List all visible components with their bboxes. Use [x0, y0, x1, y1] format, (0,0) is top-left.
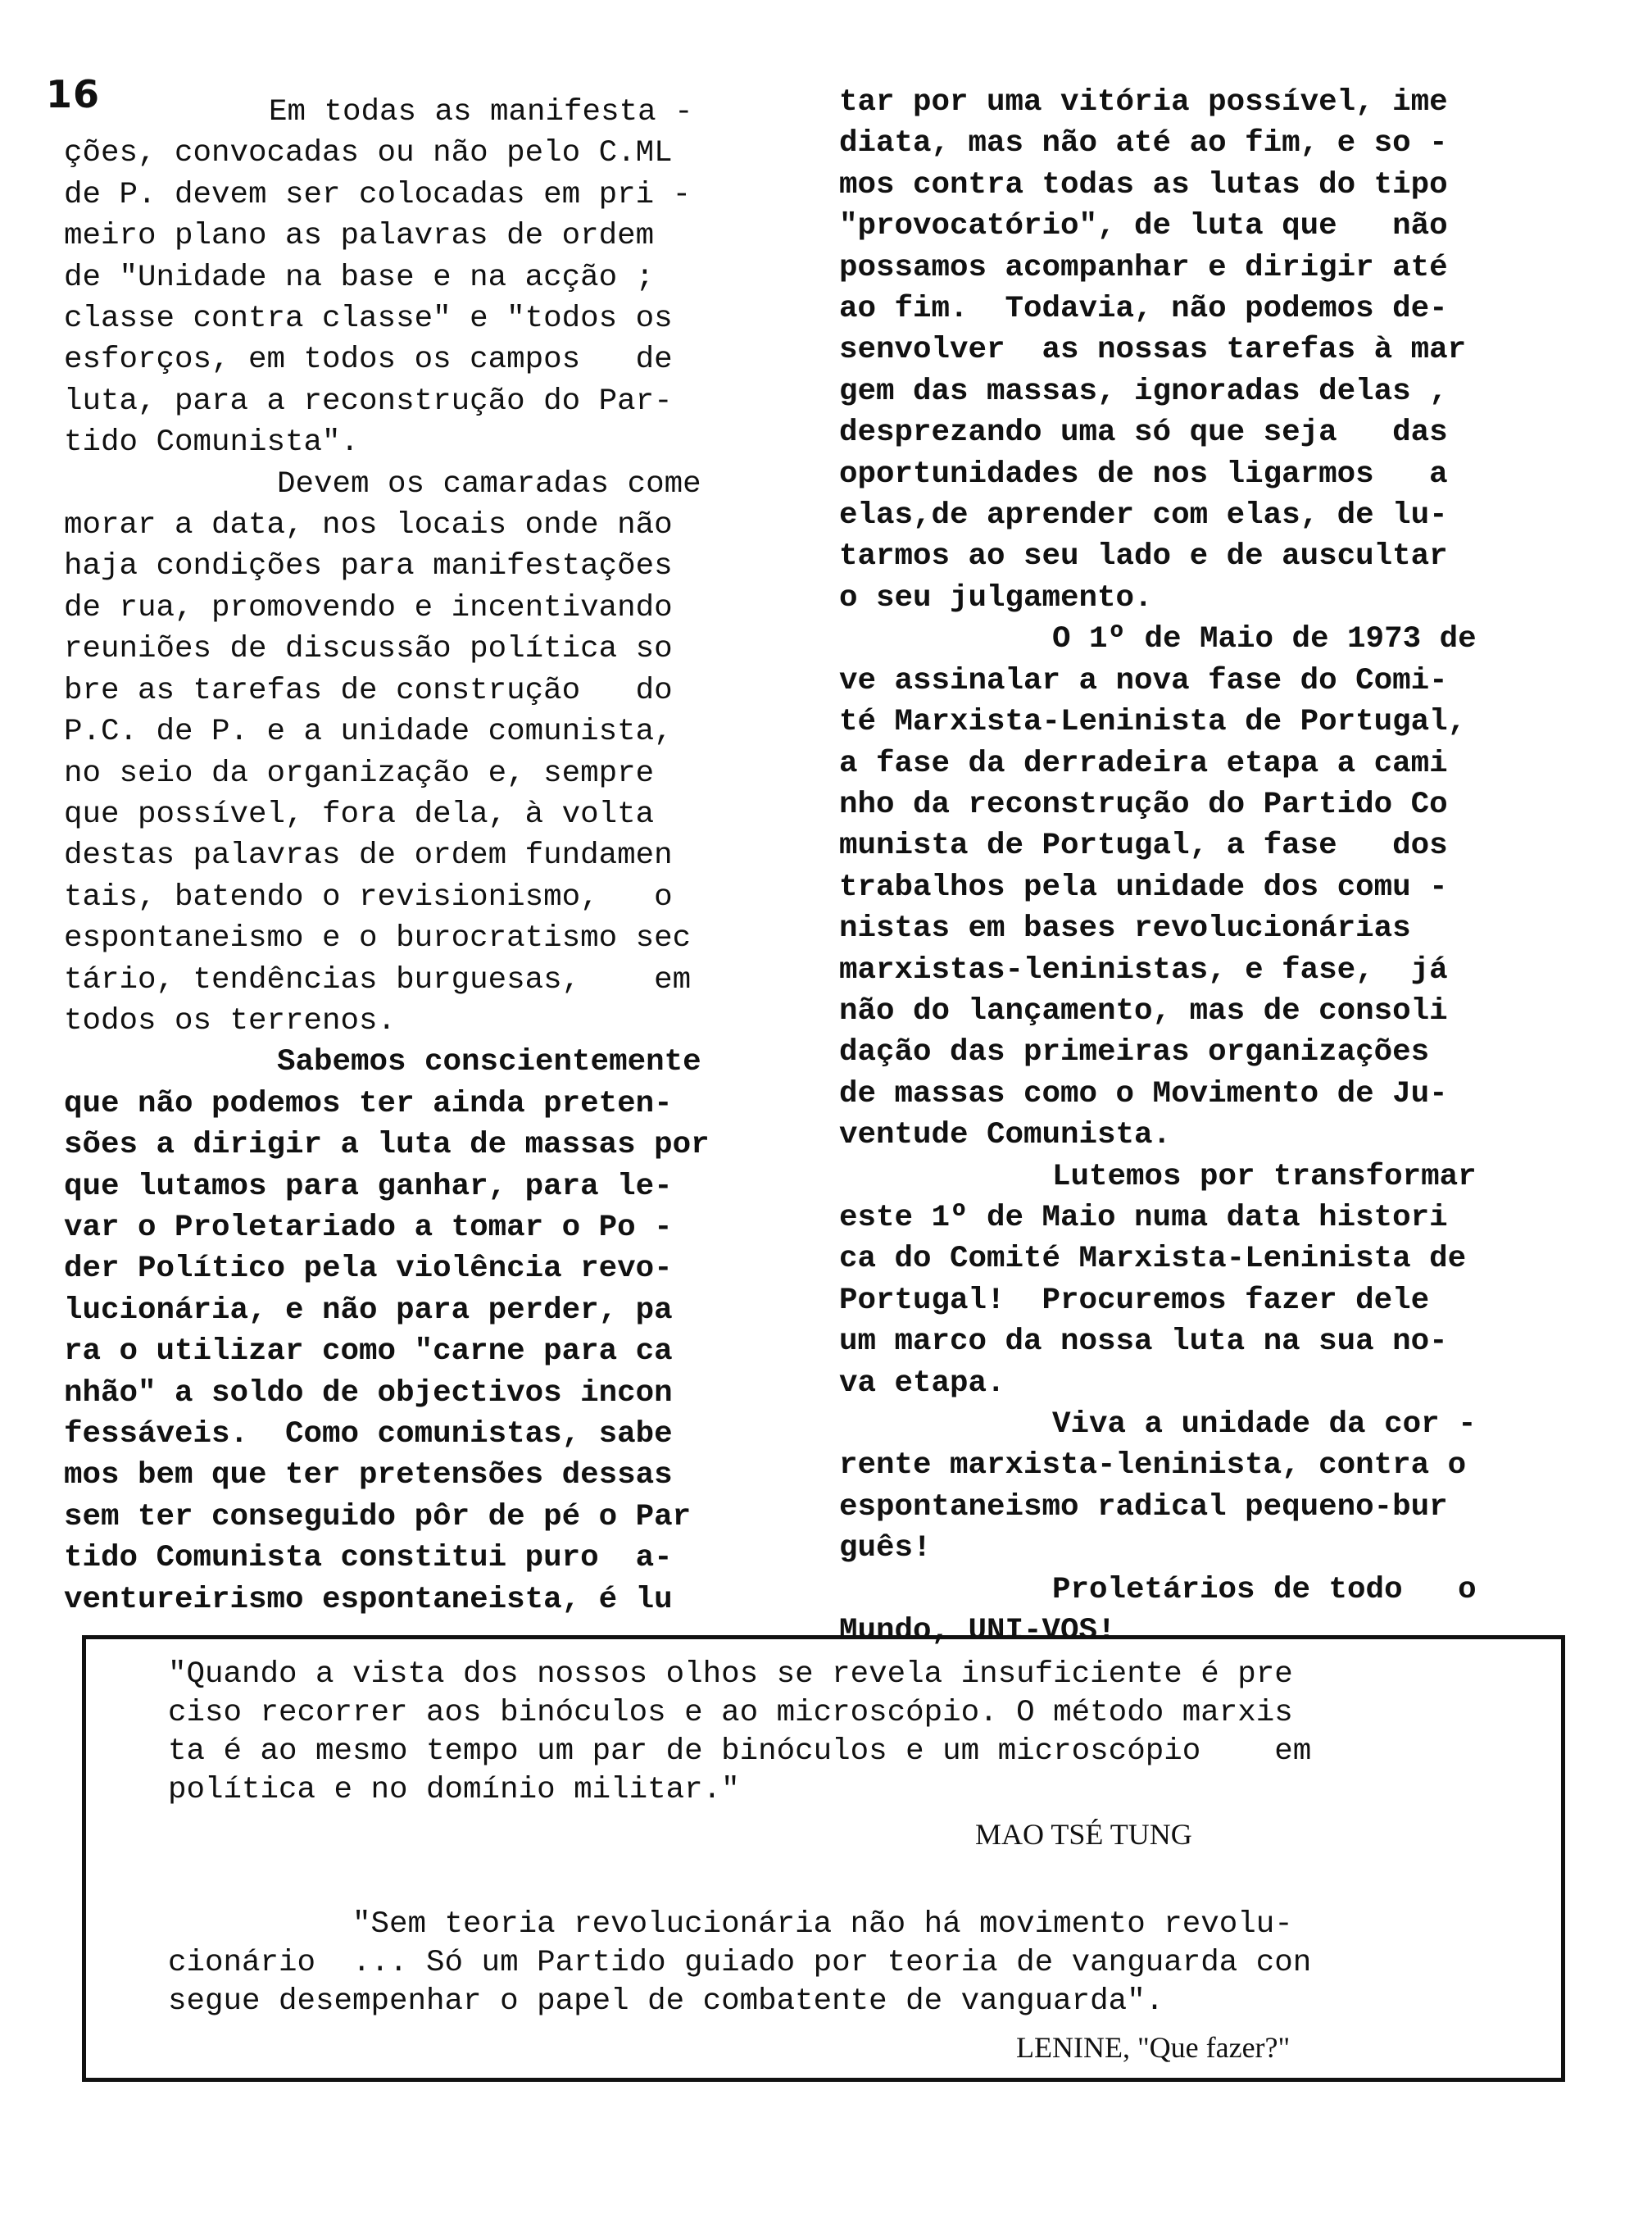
text-line: ca do Comité Marxista-Leninista de — [839, 1242, 1467, 1277]
text-line: espontaneismo e o burocratismo sec — [64, 921, 692, 957]
text-line: ventureirismo espontaneista, é lu — [64, 1582, 673, 1617]
text-line: ao fim. Todavia, não podemos de- — [839, 292, 1448, 327]
text-line: Lutemos por transformar — [1052, 1159, 1477, 1194]
left-column — [64, 92, 801, 1620]
paragraph — [64, 1042, 801, 1620]
text-line: destas palavras de ordem fundamen — [64, 838, 673, 874]
text-line: reuniões de discussão política so — [64, 632, 673, 667]
text-line: que lutamos para ganhar, para le- — [64, 1169, 673, 1204]
quote-box — [82, 1635, 1565, 2082]
quote-mao — [168, 1656, 1561, 1810]
quote-line: cionário ... Só um Partido guiado por teoria de vanguarda con — [168, 1946, 1312, 1980]
text-line: munista de Portugal, a fase dos — [839, 829, 1448, 864]
text-line: de rua, promovendo e incentivando — [64, 590, 673, 625]
text-line: de "Unidade na base e na acção ; — [64, 260, 655, 295]
text-line: dação das primeiras organizações — [839, 1035, 1430, 1070]
quote-author-lenine: LENINE, "Que fazer?" — [1016, 2031, 1291, 2064]
text-line: P.C. de P. e a unidade comunista, — [64, 715, 673, 750]
text-line: Devem os camaradas come — [277, 466, 701, 502]
text-line: marxistas-leninistas, e fase, já — [839, 952, 1448, 988]
text-line: nho da reconstrução do Partido Co — [839, 787, 1448, 822]
text-line: Em todas as manifesta - — [269, 95, 693, 130]
text-line: sões a dirigir a luta de massas por — [64, 1128, 710, 1163]
text-line: haja condições para manifestações — [64, 549, 673, 584]
paragraph — [839, 1156, 1577, 1404]
text-line: bre as tarefas de construção do — [64, 673, 673, 708]
quote-line: política e no domínio militar." — [168, 1773, 740, 1807]
text-line: Mundo, UNI-VOS! — [839, 1614, 1116, 1649]
paragraph — [64, 464, 801, 1043]
text-line: diata, mas não até ao fim, e so - — [839, 126, 1448, 161]
text-line: classe contra classe" e "todos os — [64, 302, 673, 337]
text-line: tar por uma vitória possível, ime — [839, 85, 1448, 120]
text-line: todos os terrenos. — [64, 1003, 397, 1038]
paragraph — [839, 82, 1577, 619]
text-line: o seu julgamento. — [839, 580, 1153, 616]
text-line: ções, convocadas ou não pelo C.ML — [64, 136, 673, 171]
text-line: ventude Comunista. — [839, 1118, 1172, 1153]
text-line: gem das massas, ignoradas delas , — [839, 374, 1448, 409]
text-line: senvolver as nossas tarefas à mar — [839, 333, 1467, 368]
text-line: espontaneismo radical pequeno-bur — [839, 1489, 1448, 1525]
text-line: de P. devem ser colocadas em pri - — [64, 177, 692, 212]
text-line: tido Comunista". — [64, 425, 360, 461]
text-line: de massas como o Movimento de Ju- — [839, 1076, 1448, 1111]
text-line: tarmos ao seu lado e de auscultar — [839, 539, 1448, 575]
text-line: tais, batendo o revisionismo, o — [64, 879, 673, 915]
text-line: sem ter conseguido pôr de pé o Par — [64, 1499, 692, 1534]
text-line: a fase da derradeira etapa a cami — [839, 746, 1448, 781]
quote-line: "Quando a vista dos nossos olhos se revela insuficiente é pre — [168, 1657, 1293, 1692]
quote-line: "Sem teoria revolucionária não há movimento revolu- — [168, 1907, 1293, 1942]
text-line: meiro plano as palavras de ordem — [64, 219, 655, 254]
text-line: tido Comunista constitui puro a- — [64, 1541, 673, 1576]
text-line: morar a data, nos locais onde não — [64, 508, 673, 543]
text-line: um marco da nossa luta na sua no- — [839, 1325, 1448, 1360]
text-line: que possível, fora dela, à volta — [64, 797, 655, 832]
text-line: nistas em bases revolucionárias — [839, 911, 1411, 947]
text-line: elas,de aprender com elas, de lu- — [839, 498, 1448, 534]
text-line: fessáveis. Como comunistas, sabe — [64, 1417, 673, 1452]
paragraph — [839, 1404, 1577, 1570]
text-line: "provocatório", de luta que não — [839, 209, 1448, 244]
text-line: não do lançamento, mas de consoli — [839, 993, 1448, 1029]
text-line: té Marxista-Leninista de Portugal, — [839, 705, 1467, 740]
text-line: ve assinalar a nova fase do Comi- — [839, 663, 1448, 698]
text-line: desprezando uma só que seja das — [839, 416, 1448, 451]
paragraph — [839, 619, 1577, 1156]
text-line: trabalhos pela unidade dos comu - — [839, 870, 1448, 905]
text-line: este 1º de Maio numa data histori — [839, 1200, 1448, 1235]
text-line: rente marxista-leninista, contra o — [839, 1448, 1467, 1484]
text-line: va etapa. — [839, 1366, 1005, 1401]
text-line: luta, para a reconstrução do Par- — [64, 384, 673, 419]
text-line: que não podemos ter ainda preten- — [64, 1086, 673, 1121]
text-line: ra o utilizar como "carne para ca — [64, 1334, 673, 1370]
text-line: Proletários de todo o — [1052, 1572, 1477, 1607]
text-line: der Político pela violência revo- — [64, 1252, 673, 1287]
text-line: Viva a unidade da cor - — [1052, 1407, 1477, 1442]
text-line: O 1º de Maio de 1973 de — [1052, 622, 1477, 657]
quote-line: ta é ao mesmo tempo um par de binóculos e um microscópio em — [168, 1734, 1312, 1769]
page-number: 16 — [46, 72, 101, 116]
text-line: possamos acompanhar e dirigir até — [839, 250, 1448, 285]
quote-lenine — [168, 1906, 1561, 2021]
text-line: nhão" a soldo de objectivos incon — [64, 1375, 673, 1411]
text-line: mos contra todas as lutas do tipo — [839, 167, 1448, 202]
text-line: oportunidades de nos ligarmos a — [839, 457, 1448, 492]
right-column — [839, 82, 1577, 1652]
text-line: tário, tendências burguesas, em — [64, 962, 692, 997]
paragraph — [64, 92, 801, 464]
text-line: no seio da organização e, sempre — [64, 756, 655, 791]
text-line: Portugal! Procuremos fazer dele — [839, 1283, 1430, 1318]
quote-line: ciso recorrer aos binóculos e ao microscópio. O método marxis — [168, 1696, 1293, 1730]
text-line: lucionária, e não para perder, pa — [64, 1293, 673, 1328]
quote-author-mao: MAO TSÉ TUNG — [975, 1818, 1192, 1851]
text-line: var o Proletariado a tomar o Po - — [64, 1210, 673, 1245]
text-line: Sabemos conscientemente — [277, 1045, 701, 1080]
text-line: esforços, em todos os campos de — [64, 343, 673, 378]
quote-line: segue desempenhar o papel de combatente de vanguarda". — [168, 1984, 1164, 2019]
text-line: mos bem que ter pretensões dessas — [64, 1458, 673, 1493]
text-line: guês! — [839, 1531, 932, 1566]
